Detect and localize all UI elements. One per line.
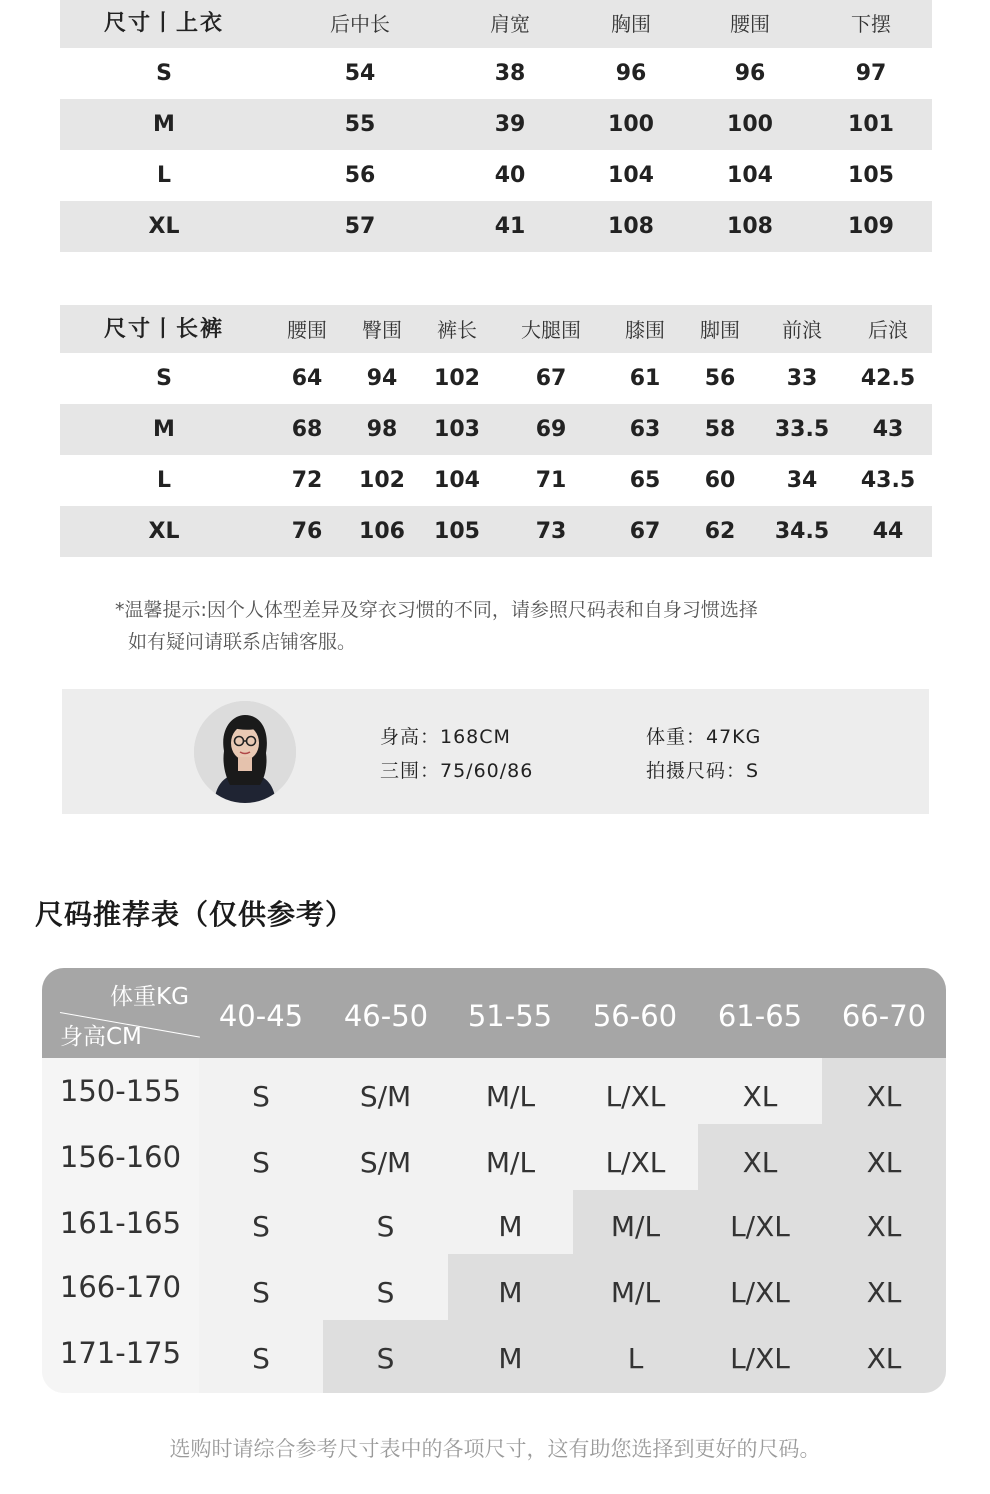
size-cell: M [498, 1210, 523, 1243]
weight-range: 56-60 [592, 999, 678, 1033]
size-cell: S [252, 1342, 270, 1375]
height-range: 156-160 [42, 1124, 199, 1190]
value-cell: 55 [344, 112, 376, 137]
value-cell: 58 [704, 417, 736, 442]
value-cell: 104 [608, 163, 654, 188]
value-cell: 104 [434, 468, 480, 493]
pants-size-table [60, 305, 932, 557]
height-range: 166-170 [42, 1254, 199, 1320]
footer-note: 选购时请综合参考尺寸表中的各项尺寸，这有助您选择到更好的尺码。 [169, 1437, 821, 1461]
model-info-box [62, 689, 929, 814]
value-cell: 94 [366, 366, 398, 391]
value-cell: 44 [872, 519, 904, 544]
size-cell: S [156, 61, 172, 86]
top-header-hem: 下摆 [851, 12, 891, 36]
value-cell: 43.5 [860, 468, 916, 493]
table-row [60, 201, 932, 252]
value-cell: 102 [434, 366, 480, 391]
value-cell: 33 [786, 366, 818, 391]
size-cell: M/L [485, 1146, 536, 1179]
table-row [60, 404, 932, 455]
pants-table-header [60, 305, 932, 353]
pants-header-hip: 臀围 [362, 318, 402, 342]
value-cell: 43 [872, 417, 904, 442]
size-cell: L/XL [730, 1210, 790, 1243]
pants-header-leg-opening: 脚围 [700, 318, 740, 342]
size-cell: S [376, 1210, 395, 1243]
size-cell: M [498, 1342, 523, 1375]
size-cell: L/XL [605, 1080, 666, 1113]
top-size-table [60, 0, 932, 252]
pants-header-length: 裤长 [437, 318, 477, 342]
size-cell: L/XL [730, 1276, 790, 1309]
size-recommend-table [42, 968, 946, 1393]
value-cell: 61 [629, 366, 661, 391]
model-avatar [194, 701, 296, 803]
model-photo-icon [194, 701, 296, 803]
value-cell: 101 [848, 112, 894, 137]
value-cell: 108 [608, 214, 654, 239]
value-cell: 67 [629, 519, 661, 544]
value-cell: 56 [704, 366, 736, 391]
value-cell: 39 [494, 112, 526, 137]
value-cell: 54 [344, 61, 376, 86]
value-cell: 41 [494, 214, 526, 239]
size-cell: M [498, 1276, 523, 1309]
size-cell: L/XL [605, 1146, 666, 1179]
value-cell: 106 [359, 519, 405, 544]
value-cell: 105 [848, 163, 894, 188]
size-cell: XL [742, 1146, 778, 1179]
value-cell: 67 [535, 366, 567, 391]
value-cell: 104 [727, 163, 773, 188]
pants-header-thigh: 大腿围 [521, 318, 581, 342]
size-cell: M [153, 112, 175, 137]
size-cell: L/XL [730, 1342, 790, 1375]
size-cell: XL [866, 1080, 902, 1113]
size-cell: S/M [359, 1080, 412, 1113]
value-cell: 42.5 [860, 366, 916, 391]
table-row [60, 353, 932, 404]
size-cell: XL [742, 1080, 778, 1113]
model-height: 身高：168CM [380, 726, 511, 748]
value-cell: 105 [434, 519, 480, 544]
value-cell: 96 [615, 61, 647, 86]
size-cell: S/M [359, 1146, 412, 1179]
weight-range: 61-65 [717, 999, 803, 1033]
tip-line-1: *温馨提示:因个人体型差异及穿衣习惯的不同，请参照尺码表和自身习惯选择 [115, 599, 758, 621]
value-cell: 97 [855, 61, 887, 86]
pants-header-knee: 膝围 [625, 318, 665, 342]
size-cell: XL [148, 214, 180, 239]
size-cell: M/L [610, 1210, 661, 1243]
height-axis-label: 身高CM [60, 1024, 142, 1050]
table-row [60, 150, 932, 201]
value-cell: 56 [344, 163, 376, 188]
recommend-title: 尺码推荐表（仅供参考） [35, 898, 355, 931]
size-cell: L [156, 468, 172, 493]
size-cell: L [156, 163, 172, 188]
size-cell: S [156, 366, 172, 391]
value-cell: 109 [848, 214, 894, 239]
weight-range: 40-45 [218, 999, 304, 1033]
size-cell: S [252, 1080, 270, 1113]
value-cell: 40 [494, 163, 526, 188]
size-cell: XL [866, 1342, 902, 1375]
model-weight: 体重：47KG [646, 726, 762, 748]
size-cell: S [252, 1210, 270, 1243]
tip-line-2: 如有疑问请联系店铺客服。 [128, 631, 357, 653]
height-range: 150-155 [42, 1058, 199, 1124]
model-measurements: 三围：75/60/86 [380, 760, 534, 782]
value-cell: 71 [535, 468, 567, 493]
value-cell: 102 [359, 468, 405, 493]
size-cell: XL [148, 519, 180, 544]
value-cell: 103 [434, 417, 480, 442]
size-tip [115, 594, 758, 658]
size-cell: S [252, 1146, 270, 1179]
top-header-shoulder: 肩宽 [490, 12, 530, 36]
value-cell: 100 [608, 112, 654, 137]
value-cell: 73 [535, 519, 567, 544]
top-header-size: 尺寸丨上衣 [103, 11, 225, 36]
table-row [60, 99, 932, 150]
size-cell: S [376, 1342, 395, 1375]
value-cell: 34.5 [774, 519, 830, 544]
weight-range: 51-55 [467, 999, 553, 1033]
value-cell: 98 [366, 417, 398, 442]
value-cell: 63 [629, 417, 661, 442]
pants-header-front-rise: 前浪 [782, 318, 822, 342]
value-cell: 100 [727, 112, 773, 137]
size-cell: M [153, 417, 175, 442]
value-cell: 69 [535, 417, 567, 442]
value-cell: 76 [291, 519, 323, 544]
table-row [60, 455, 932, 506]
top-table-header [60, 0, 932, 48]
value-cell: 64 [291, 366, 323, 391]
size-cell: XL [866, 1146, 902, 1179]
size-cell: M/L [485, 1080, 536, 1113]
top-header-waist: 腰围 [730, 12, 770, 36]
pants-header-back-rise: 后浪 [868, 318, 908, 342]
weight-axis-label: 体重KG [110, 984, 189, 1010]
value-cell: 60 [704, 468, 736, 493]
size-cell: S [252, 1276, 270, 1309]
value-cell: 34 [786, 468, 818, 493]
size-cell: L [627, 1342, 644, 1375]
value-cell: 96 [734, 61, 766, 86]
size-cell: M/L [610, 1276, 661, 1309]
size-cell: XL [866, 1276, 902, 1309]
value-cell: 65 [629, 468, 661, 493]
pants-header-size: 尺寸丨长裤 [103, 317, 225, 342]
size-cell: S [376, 1276, 395, 1309]
value-cell: 62 [704, 519, 736, 544]
value-cell: 33.5 [774, 417, 830, 442]
table-row [60, 506, 932, 557]
value-cell: 57 [344, 214, 376, 239]
weight-range: 66-70 [841, 999, 927, 1033]
value-cell: 108 [727, 214, 773, 239]
value-cell: 38 [494, 61, 526, 86]
height-range: 171-175 [42, 1320, 199, 1393]
top-header-chest: 胸围 [611, 12, 651, 36]
model-shoot-size: 拍摄尺码：S [646, 760, 760, 782]
pants-header-waist: 腰围 [287, 318, 327, 342]
recommend-header [42, 968, 946, 1058]
value-cell: 68 [291, 417, 323, 442]
weight-range: 46-50 [343, 999, 429, 1033]
size-cell: XL [866, 1210, 902, 1243]
height-range: 161-165 [42, 1190, 199, 1254]
top-header-back-length: 后中长 [330, 12, 390, 36]
table-row [60, 48, 932, 99]
value-cell: 72 [291, 468, 323, 493]
